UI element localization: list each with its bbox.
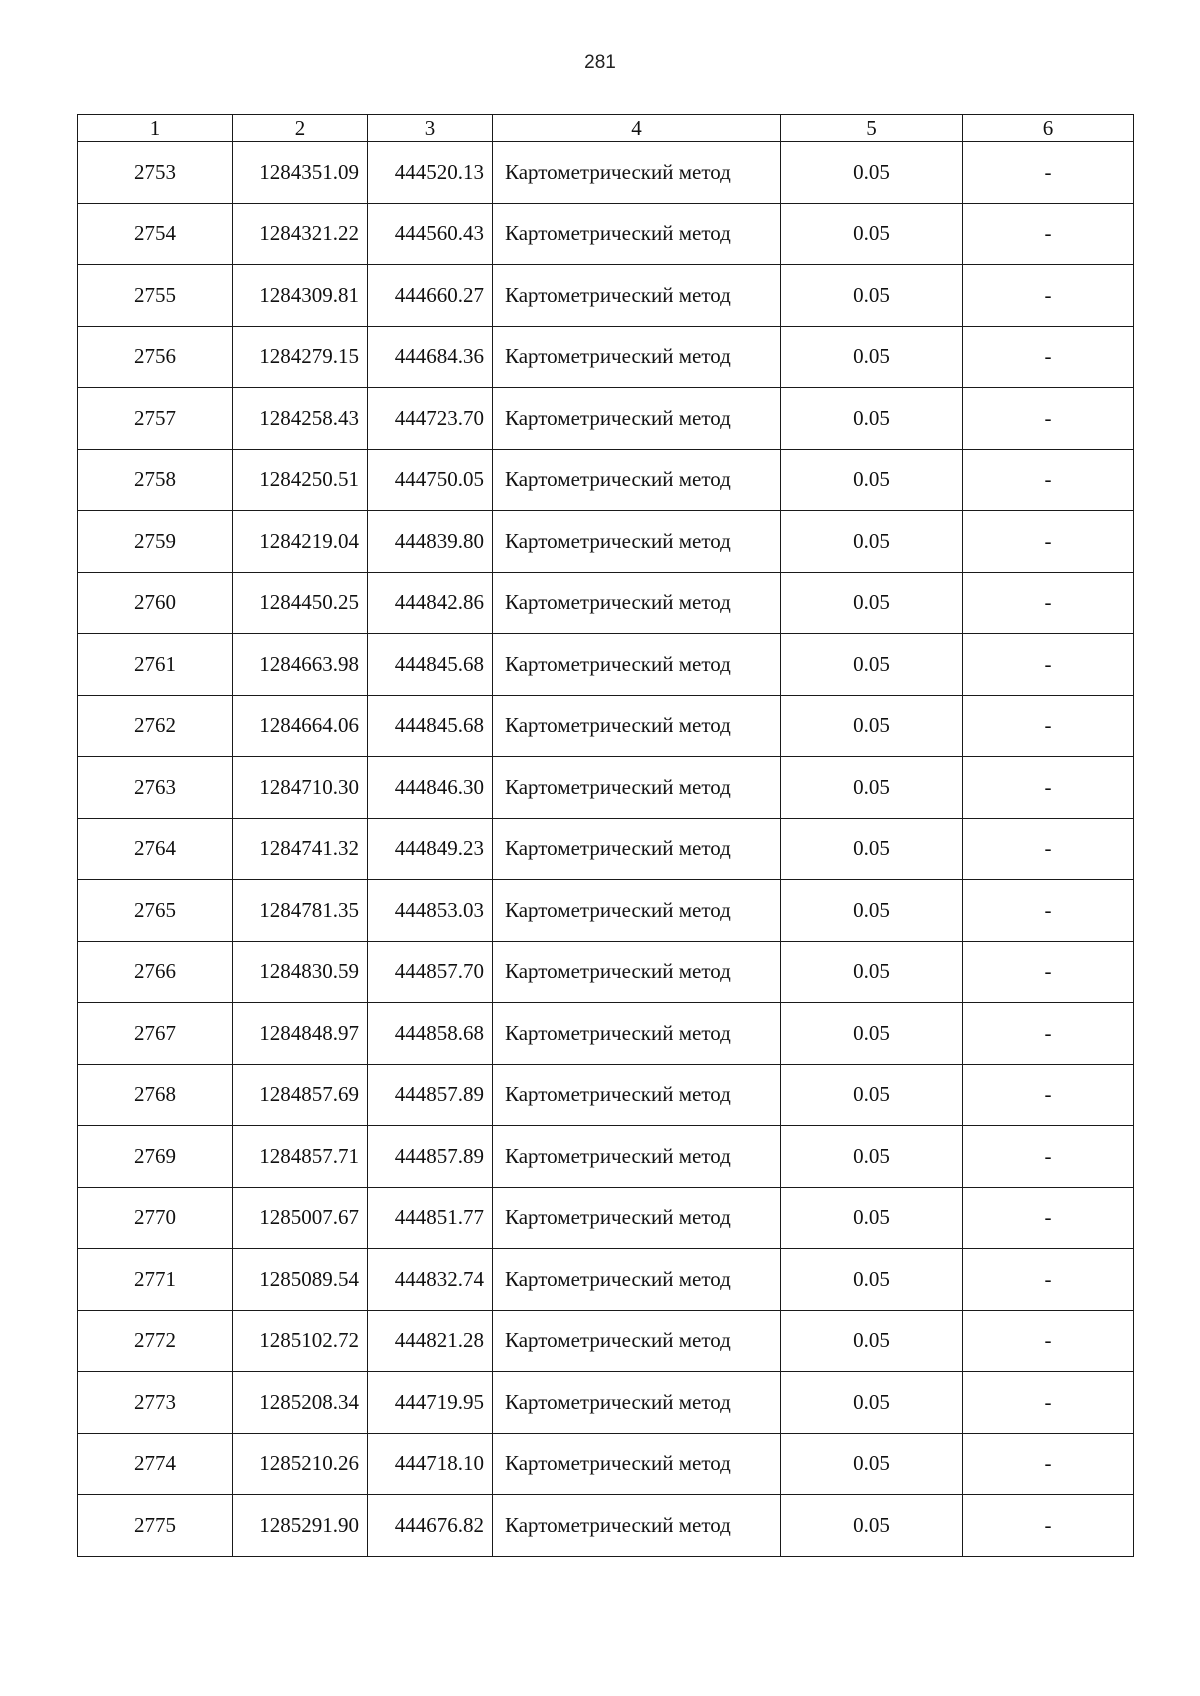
note-cell: - xyxy=(963,326,1134,388)
table-row xyxy=(78,572,1134,634)
point-number-cell: 2761 xyxy=(78,634,233,696)
table-row xyxy=(78,757,1134,819)
point-number-cell: 2760 xyxy=(78,572,233,634)
table-row xyxy=(78,449,1134,511)
x-coordinate-cell: 1284663.98 xyxy=(233,634,368,696)
note-cell: - xyxy=(963,572,1134,634)
column-number-row xyxy=(78,115,1134,142)
y-coordinate-cell: 444718.10 xyxy=(368,1433,493,1495)
x-coordinate-cell: 1284848.97 xyxy=(233,1003,368,1065)
x-coordinate-cell: 1284351.09 xyxy=(233,142,368,204)
method-cell: Картометрический метод xyxy=(493,572,781,634)
column-header-6: 6 xyxy=(963,115,1134,142)
x-coordinate-cell: 1285210.26 xyxy=(233,1433,368,1495)
note-cell: - xyxy=(963,941,1134,1003)
y-coordinate-cell: 444845.68 xyxy=(368,634,493,696)
y-coordinate-cell: 444842.86 xyxy=(368,572,493,634)
table-row xyxy=(78,1003,1134,1065)
method-cell: Картометрический метод xyxy=(493,203,781,265)
accuracy-cell: 0.05 xyxy=(781,1064,963,1126)
point-number-cell: 2769 xyxy=(78,1126,233,1188)
page-number: 281 xyxy=(584,52,616,73)
accuracy-cell: 0.05 xyxy=(781,388,963,450)
accuracy-cell: 0.05 xyxy=(781,941,963,1003)
table-body xyxy=(78,142,1134,1557)
note-cell: - xyxy=(963,757,1134,819)
point-number-cell: 2774 xyxy=(78,1433,233,1495)
method-cell: Картометрический метод xyxy=(493,1433,781,1495)
point-number-cell: 2762 xyxy=(78,695,233,757)
accuracy-cell: 0.05 xyxy=(781,818,963,880)
point-number-cell: 2753 xyxy=(78,142,233,204)
column-header-1: 1 xyxy=(78,115,233,142)
method-cell: Картометрический метод xyxy=(493,1187,781,1249)
point-number-cell: 2758 xyxy=(78,449,233,511)
column-header-2: 2 xyxy=(233,115,368,142)
accuracy-cell: 0.05 xyxy=(781,880,963,942)
x-coordinate-cell: 1284710.30 xyxy=(233,757,368,819)
table-row xyxy=(78,1433,1134,1495)
method-cell: Картометрический метод xyxy=(493,326,781,388)
method-cell: Картометрический метод xyxy=(493,1495,781,1557)
note-cell: - xyxy=(963,1003,1134,1065)
y-coordinate-cell: 444849.23 xyxy=(368,818,493,880)
accuracy-cell: 0.05 xyxy=(781,1126,963,1188)
accuracy-cell: 0.05 xyxy=(781,695,963,757)
accuracy-cell: 0.05 xyxy=(781,449,963,511)
y-coordinate-cell: 444846.30 xyxy=(368,757,493,819)
note-cell: - xyxy=(963,634,1134,696)
y-coordinate-cell: 444832.74 xyxy=(368,1249,493,1311)
point-number-cell: 2754 xyxy=(78,203,233,265)
y-coordinate-cell: 444851.77 xyxy=(368,1187,493,1249)
accuracy-cell: 0.05 xyxy=(781,326,963,388)
table-row xyxy=(78,1064,1134,1126)
y-coordinate-cell: 444821.28 xyxy=(368,1310,493,1372)
y-coordinate-cell: 444520.13 xyxy=(368,142,493,204)
table-row xyxy=(78,634,1134,696)
y-coordinate-cell: 444857.89 xyxy=(368,1126,493,1188)
note-cell: - xyxy=(963,1064,1134,1126)
column-header-4: 4 xyxy=(493,115,781,142)
point-number-cell: 2770 xyxy=(78,1187,233,1249)
x-coordinate-cell: 1285291.90 xyxy=(233,1495,368,1557)
x-coordinate-cell: 1284279.15 xyxy=(233,326,368,388)
y-coordinate-cell: 444560.43 xyxy=(368,203,493,265)
method-cell: Картометрический метод xyxy=(493,142,781,204)
point-number-cell: 2771 xyxy=(78,1249,233,1311)
y-coordinate-cell: 444684.36 xyxy=(368,326,493,388)
note-cell: - xyxy=(963,265,1134,327)
accuracy-cell: 0.05 xyxy=(781,1249,963,1311)
method-cell: Картометрический метод xyxy=(493,388,781,450)
point-number-cell: 2755 xyxy=(78,265,233,327)
note-cell: - xyxy=(963,1126,1134,1188)
x-coordinate-cell: 1284857.69 xyxy=(233,1064,368,1126)
table-row xyxy=(78,1249,1134,1311)
method-cell: Картометрический метод xyxy=(493,941,781,1003)
accuracy-cell: 0.05 xyxy=(781,1310,963,1372)
method-cell: Картометрический метод xyxy=(493,1003,781,1065)
accuracy-cell: 0.05 xyxy=(781,1495,963,1557)
accuracy-cell: 0.05 xyxy=(781,634,963,696)
table-row xyxy=(78,388,1134,450)
point-number-cell: 2764 xyxy=(78,818,233,880)
note-cell: - xyxy=(963,511,1134,573)
note-cell: - xyxy=(963,203,1134,265)
table-row xyxy=(78,1187,1134,1249)
method-cell: Картометрический метод xyxy=(493,1372,781,1434)
x-coordinate-cell: 1285208.34 xyxy=(233,1372,368,1434)
x-coordinate-cell: 1284258.43 xyxy=(233,388,368,450)
point-number-cell: 2767 xyxy=(78,1003,233,1065)
table-row xyxy=(78,695,1134,757)
point-number-cell: 2757 xyxy=(78,388,233,450)
method-cell: Картометрический метод xyxy=(493,634,781,696)
note-cell: - xyxy=(963,388,1134,450)
method-cell: Картометрический метод xyxy=(493,265,781,327)
method-cell: Картометрический метод xyxy=(493,511,781,573)
y-coordinate-cell: 444857.70 xyxy=(368,941,493,1003)
table-row xyxy=(78,818,1134,880)
table-row xyxy=(78,1126,1134,1188)
point-number-cell: 2772 xyxy=(78,1310,233,1372)
table-row xyxy=(78,941,1134,1003)
y-coordinate-cell: 444676.82 xyxy=(368,1495,493,1557)
note-cell: - xyxy=(963,1433,1134,1495)
point-number-cell: 2765 xyxy=(78,880,233,942)
y-coordinate-cell: 444839.80 xyxy=(368,511,493,573)
method-cell: Картометрический метод xyxy=(493,1310,781,1372)
method-cell: Картометрический метод xyxy=(493,449,781,511)
method-cell: Картометрический метод xyxy=(493,1064,781,1126)
note-cell: - xyxy=(963,1187,1134,1249)
point-number-cell: 2775 xyxy=(78,1495,233,1557)
x-coordinate-cell: 1284830.59 xyxy=(233,941,368,1003)
note-cell: - xyxy=(963,449,1134,511)
accuracy-cell: 0.05 xyxy=(781,1003,963,1065)
table-row xyxy=(78,511,1134,573)
note-cell: - xyxy=(963,1310,1134,1372)
note-cell: - xyxy=(963,880,1134,942)
point-number-cell: 2766 xyxy=(78,941,233,1003)
x-coordinate-cell: 1285102.72 xyxy=(233,1310,368,1372)
note-cell: - xyxy=(963,695,1134,757)
accuracy-cell: 0.05 xyxy=(781,1433,963,1495)
accuracy-cell: 0.05 xyxy=(781,142,963,204)
x-coordinate-cell: 1284741.32 xyxy=(233,818,368,880)
y-coordinate-cell: 444750.05 xyxy=(368,449,493,511)
accuracy-cell: 0.05 xyxy=(781,757,963,819)
table-row xyxy=(78,880,1134,942)
note-cell: - xyxy=(963,818,1134,880)
method-cell: Картометрический метод xyxy=(493,1126,781,1188)
x-coordinate-cell: 1284309.81 xyxy=(233,265,368,327)
y-coordinate-cell: 444723.70 xyxy=(368,388,493,450)
x-coordinate-cell: 1284781.35 xyxy=(233,880,368,942)
table-row xyxy=(78,203,1134,265)
accuracy-cell: 0.05 xyxy=(781,265,963,327)
x-coordinate-cell: 1284664.06 xyxy=(233,695,368,757)
note-cell: - xyxy=(963,1495,1134,1557)
method-cell: Картометрический метод xyxy=(493,880,781,942)
accuracy-cell: 0.05 xyxy=(781,511,963,573)
point-number-cell: 2768 xyxy=(78,1064,233,1126)
x-coordinate-cell: 1284250.51 xyxy=(233,449,368,511)
table-row xyxy=(78,1310,1134,1372)
y-coordinate-cell: 444660.27 xyxy=(368,265,493,327)
y-coordinate-cell: 444858.68 xyxy=(368,1003,493,1065)
accuracy-cell: 0.05 xyxy=(781,1187,963,1249)
method-cell: Картометрический метод xyxy=(493,1249,781,1311)
y-coordinate-cell: 444853.03 xyxy=(368,880,493,942)
x-coordinate-cell: 1284321.22 xyxy=(233,203,368,265)
y-coordinate-cell: 444857.89 xyxy=(368,1064,493,1126)
accuracy-cell: 0.05 xyxy=(781,572,963,634)
point-number-cell: 2763 xyxy=(78,757,233,819)
table-row xyxy=(78,142,1134,204)
x-coordinate-cell: 1285007.67 xyxy=(233,1187,368,1249)
point-number-cell: 2773 xyxy=(78,1372,233,1434)
point-number-cell: 2759 xyxy=(78,511,233,573)
x-coordinate-cell: 1285089.54 xyxy=(233,1249,368,1311)
accuracy-cell: 0.05 xyxy=(781,1372,963,1434)
table-row xyxy=(78,1372,1134,1434)
table-row xyxy=(78,326,1134,388)
point-number-cell: 2756 xyxy=(78,326,233,388)
note-cell: - xyxy=(963,142,1134,204)
x-coordinate-cell: 1284450.25 xyxy=(233,572,368,634)
table-row xyxy=(78,1495,1134,1557)
table-row xyxy=(78,265,1134,327)
coordinates-table xyxy=(77,114,1134,1557)
note-cell: - xyxy=(963,1372,1134,1434)
method-cell: Картометрический метод xyxy=(493,818,781,880)
accuracy-cell: 0.05 xyxy=(781,203,963,265)
column-header-5: 5 xyxy=(781,115,963,142)
x-coordinate-cell: 1284219.04 xyxy=(233,511,368,573)
y-coordinate-cell: 444845.68 xyxy=(368,695,493,757)
method-cell: Картометрический метод xyxy=(493,695,781,757)
y-coordinate-cell: 444719.95 xyxy=(368,1372,493,1434)
note-cell: - xyxy=(963,1249,1134,1311)
method-cell: Картометрический метод xyxy=(493,757,781,819)
column-header-3: 3 xyxy=(368,115,493,142)
x-coordinate-cell: 1284857.71 xyxy=(233,1126,368,1188)
